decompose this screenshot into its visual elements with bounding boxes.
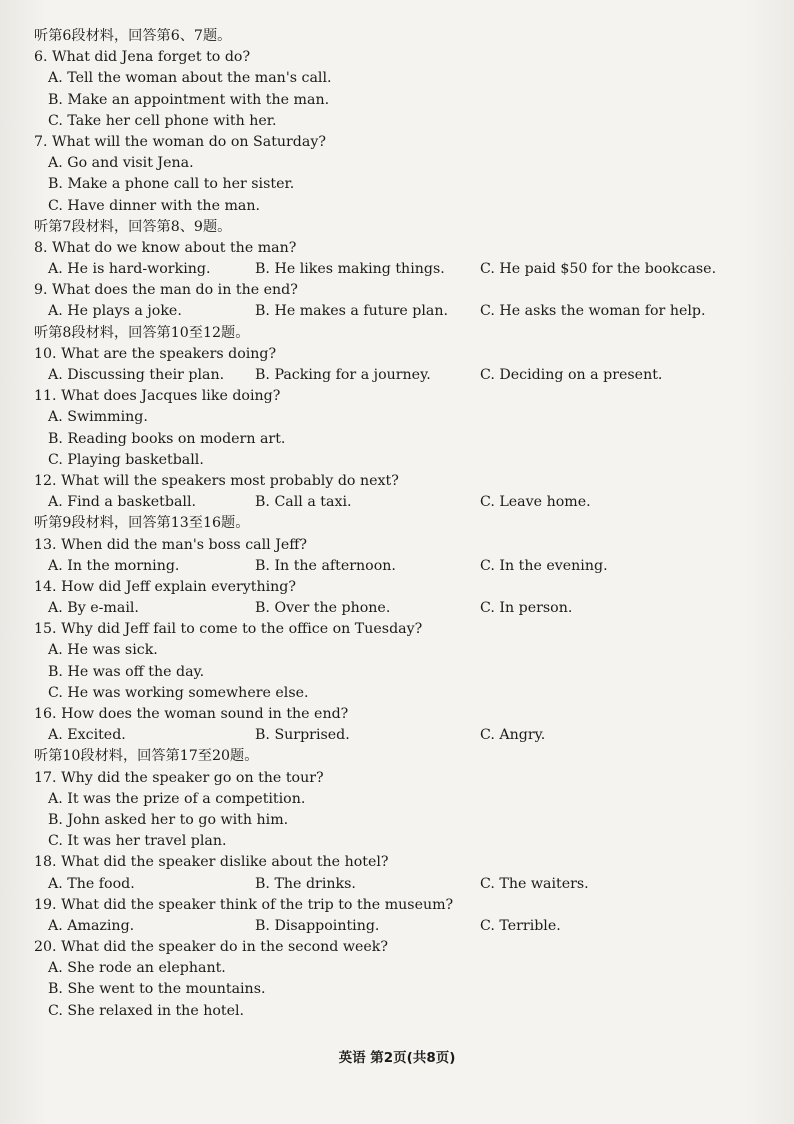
option-a: A. Discussing their plan.: [48, 367, 225, 383]
option-c: C. She relaxed in the hotel.: [48, 1002, 245, 1019]
option-c: C. Angry.: [480, 727, 546, 744]
option-c: C. Deciding on a present.: [480, 367, 663, 383]
option-c: C. Take her cell phone with her.: [48, 112, 277, 129]
option-c: C. The waiters.: [480, 875, 589, 892]
option-b: B. In the afternoon.: [255, 557, 396, 574]
section-heading: 听第9段材料，回答第13至16题。: [34, 515, 250, 532]
option-a: A. He is hard-working.: [48, 261, 211, 278]
question-stem: 19. What did the speaker think of the trip to the museum?: [34, 896, 454, 913]
option-c: C. Leave home.: [480, 494, 591, 511]
option-a: A. In the morning.: [48, 557, 180, 574]
page-footer: 英语 第2页(共8页): [338, 1050, 456, 1066]
option-a: A. By e-mail.: [48, 600, 139, 617]
question-stem: 15. Why did Jeff fail to come to the office on Tuesday?: [34, 621, 423, 638]
option-b: B. Packing for a journey.: [255, 367, 431, 383]
option-a: A. The food.: [48, 875, 135, 892]
option-c: C. Have dinner with the man.: [48, 197, 261, 214]
option-a: A. Find a basketball.: [48, 494, 196, 511]
question-stem: 12. What will the speakers most probably do next?: [34, 472, 399, 489]
question-stem: 8. What do we know about the man?: [34, 239, 297, 256]
option-c: C. In the evening.: [480, 557, 608, 574]
option-b: B. He was off the day.: [48, 663, 205, 680]
question-stem: 6. What did Jena forget to do?: [34, 49, 251, 66]
option-row: [34, 365, 764, 386]
option-b: B. She went to the mountains.: [48, 981, 266, 998]
option-a: A. Tell the woman about the man's call.: [48, 70, 332, 87]
section-heading: 听第6段材料，回答第6、7题。: [34, 28, 232, 44]
question-stem: 18. What did the speaker dislike about the hotel?: [34, 854, 389, 871]
option-b: B. He likes making things.: [255, 261, 445, 278]
option-b: B. The drinks.: [255, 875, 356, 892]
option-a: A. Swimming.: [48, 409, 148, 426]
option-c: C. It was her travel plan.: [48, 833, 227, 850]
section-heading: 听第7段材料，回答第8、9题。: [34, 218, 232, 235]
option-row: [34, 916, 764, 937]
option-row: [34, 492, 764, 513]
option-c: C. He paid $50 for the bookcase.: [480, 261, 717, 278]
option-row: [34, 725, 764, 746]
option-a: A. He plays a joke.: [48, 303, 182, 320]
option-a: A. Excited.: [48, 727, 126, 744]
option-c: C. Playing basketball.: [48, 451, 204, 468]
question-stem: 10. What are the speakers doing?: [34, 345, 277, 362]
option-c: C. He was working somewhere else.: [48, 684, 309, 701]
question-stem: 9. What does the man do in the end?: [34, 282, 298, 299]
option-a: A. It was the prize of a competition.: [48, 790, 306, 807]
option-a: A. She rode an elephant.: [48, 960, 226, 977]
question-stem: 16. How does the woman sound in the end?: [34, 706, 349, 722]
question-stem: 7. What will the woman do on Saturday?: [34, 133, 326, 150]
option-b: B. Make an appointment with the man.: [48, 91, 330, 108]
option-row: [34, 556, 764, 577]
option-a: A. He was sick.: [48, 642, 158, 659]
section-heading: 听第8段材料，回答第10至12题。: [34, 324, 250, 341]
section-heading: 听第10段材料，回答第17至20题。: [34, 748, 259, 765]
option-b: B. Disappointing.: [255, 917, 380, 934]
option-b: B. Reading books on modern art.: [48, 430, 286, 447]
option-b: B. Call a taxi.: [255, 494, 352, 511]
option-b: B. Make a phone call to her sister.: [48, 176, 295, 193]
listening-section: [34, 26, 764, 1022]
option-b: B. John asked her to go with him.: [48, 811, 289, 828]
question-stem: 11. What does Jacques like doing?: [34, 388, 281, 405]
option-row: [34, 301, 764, 322]
option-b: B. Surprised.: [255, 727, 350, 744]
question-stem: 17. Why did the speaker go on the tour?: [34, 769, 324, 786]
option-c: C. In person.: [480, 600, 573, 617]
option-b: B. He makes a future plan.: [255, 303, 449, 320]
question-stem: 20. What did the speaker do in the second week?: [34, 939, 389, 956]
option-b: B. Over the phone.: [255, 600, 391, 617]
option-a: A. Go and visit Jena.: [48, 155, 194, 172]
option-c: C. He asks the woman for help.: [480, 303, 706, 320]
question-stem: 14. How did Jeff explain everything?: [34, 578, 296, 595]
option-a: A. Amazing.: [48, 917, 135, 934]
option-row: [34, 598, 764, 619]
option-c: C. Terrible.: [480, 917, 561, 934]
option-row: [34, 874, 764, 895]
question-stem: 13. When did the man's boss call Jeff?: [34, 536, 307, 553]
option-row: [34, 259, 764, 280]
